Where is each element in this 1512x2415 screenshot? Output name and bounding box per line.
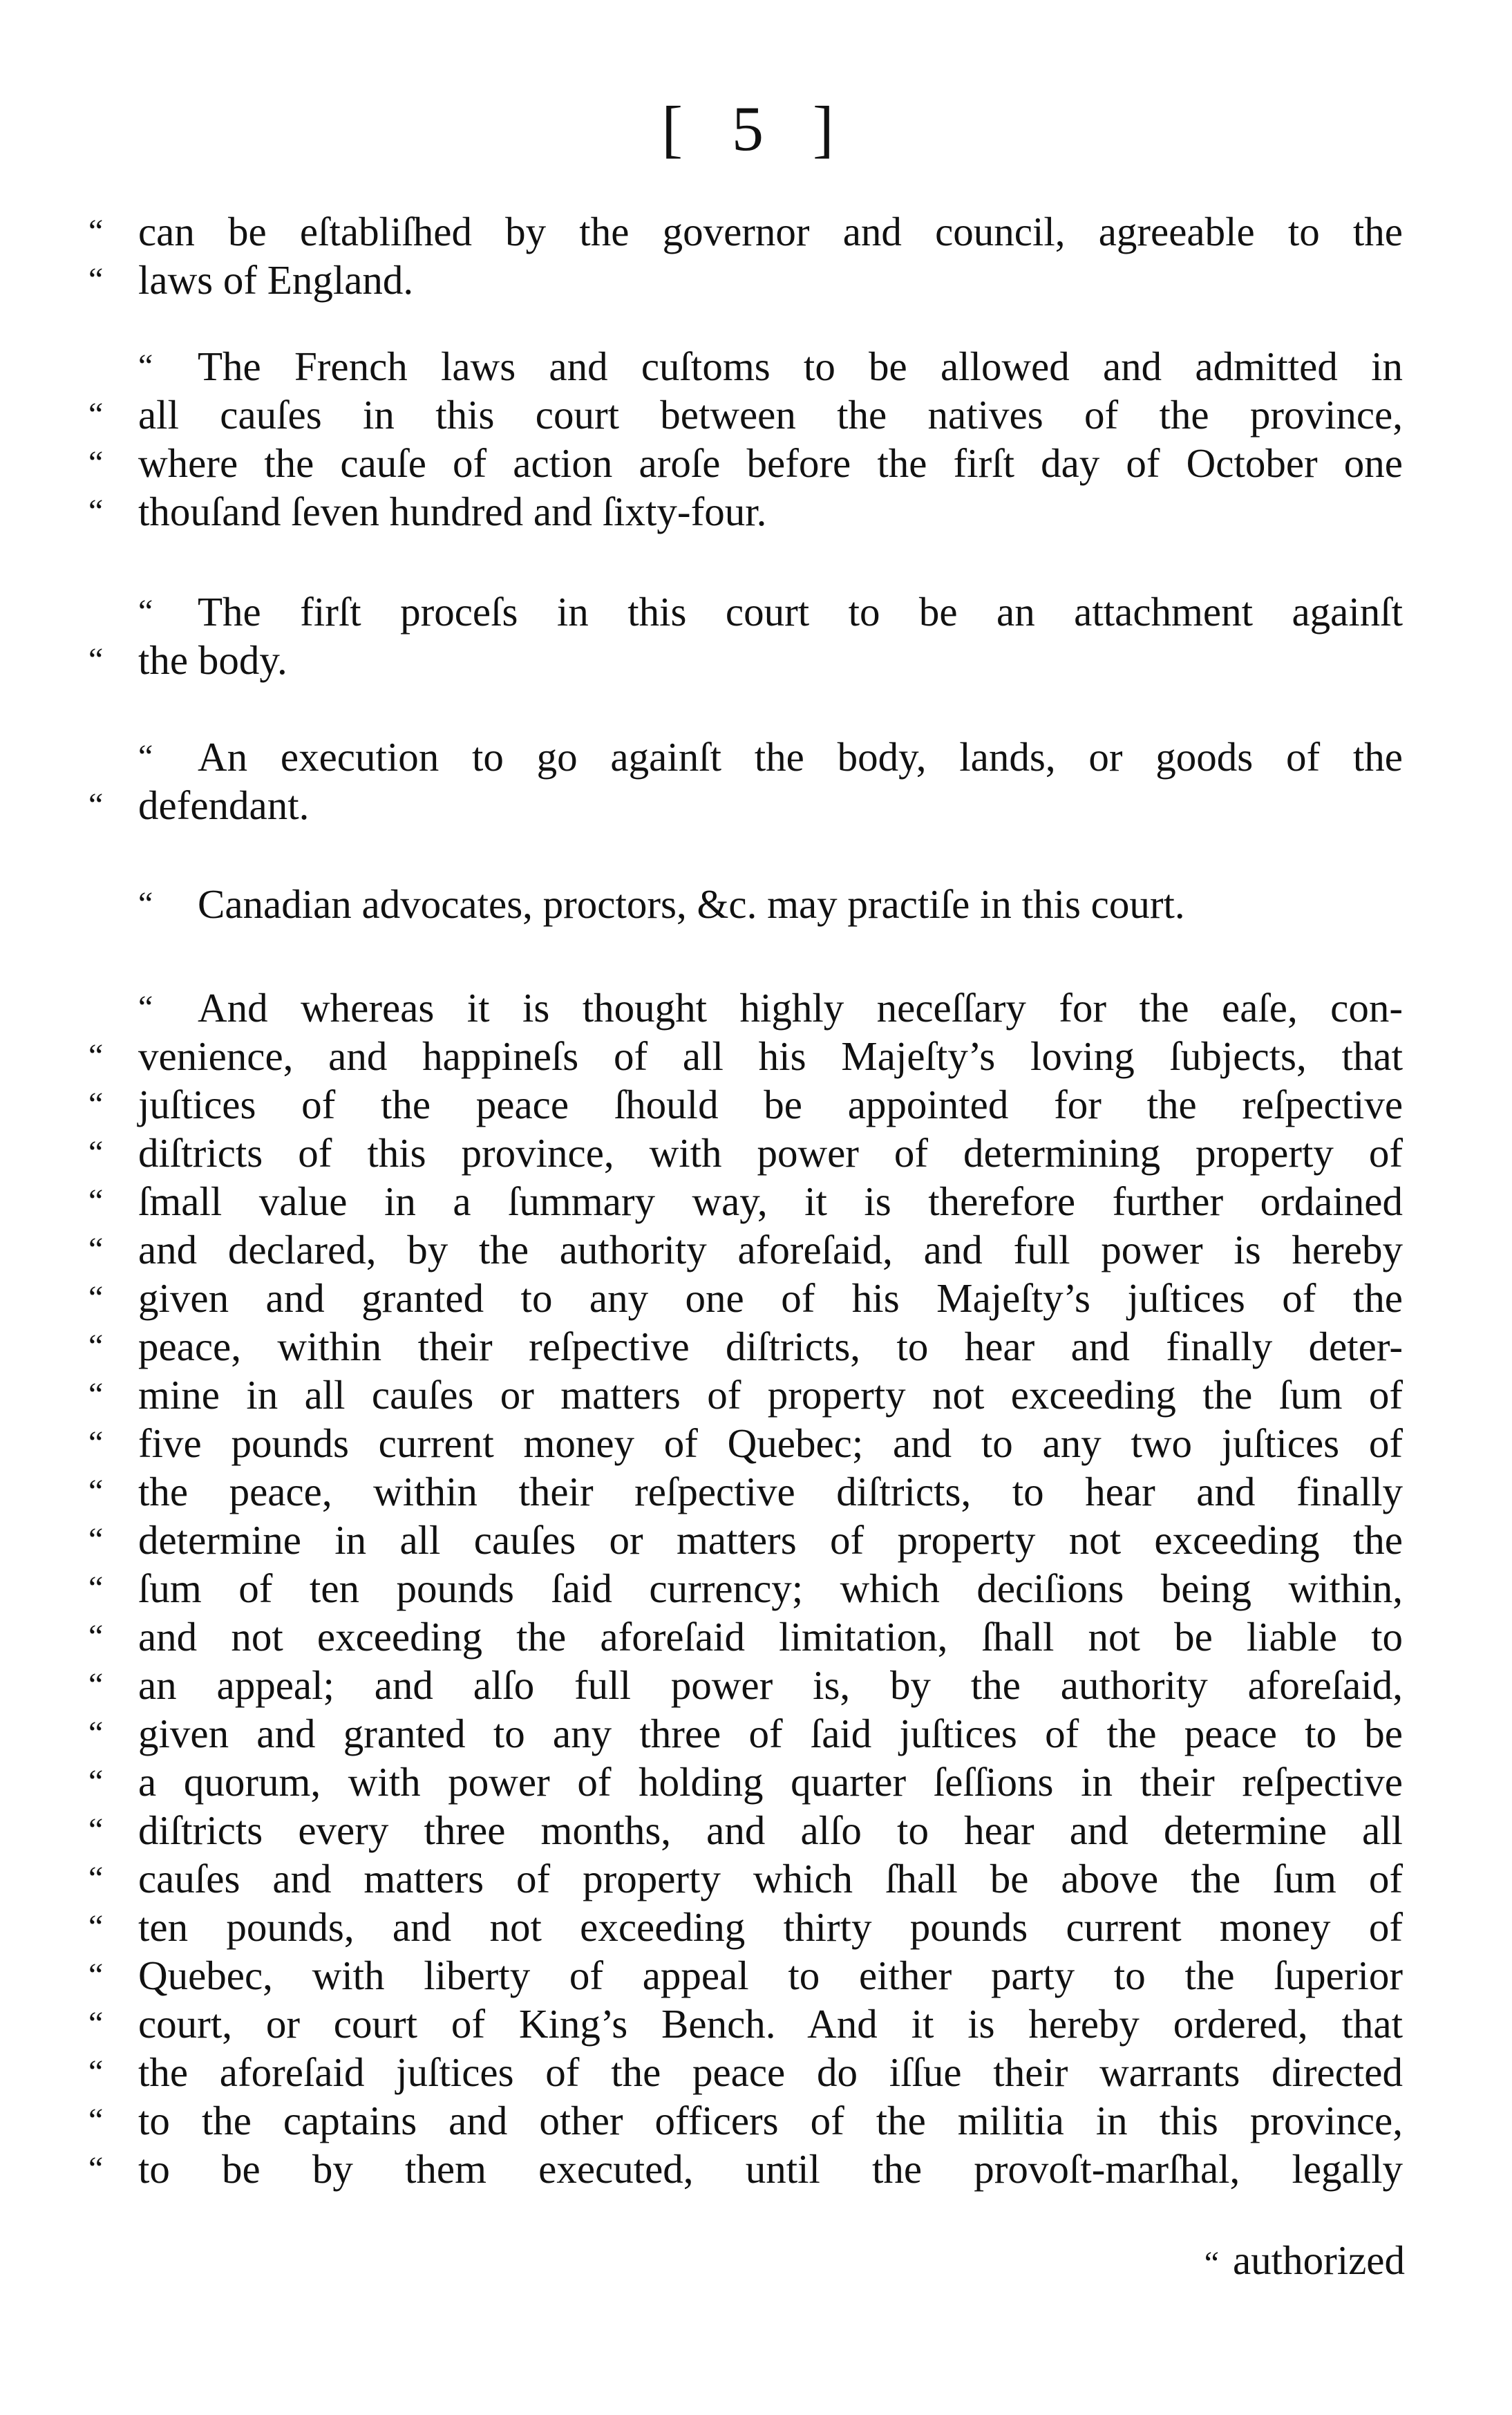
paragraph-1 (88, 207, 1403, 304)
quote-mark: “ (138, 348, 153, 384)
quote-mark: “ (88, 2150, 104, 2187)
text-line: “ diſtricts every three months, and alſo to hear and determine all (88, 1807, 1403, 1853)
quote-mark: “ (88, 2005, 104, 2042)
quote-mark: “ (88, 1957, 104, 1993)
quote-mark: “ (138, 989, 153, 1026)
text-line: “ Quebec, with liberty of appeal to either party to the ſuperior (88, 1953, 1403, 1998)
paragraph-4 (88, 733, 1403, 829)
quote-mark: “ (88, 1860, 104, 1897)
quote-mark: “ (138, 593, 153, 630)
text-line: “ given and granted to any one of his Majeſty’s juſtices of the (88, 1275, 1403, 1321)
text-line: “ the peace, within their reſpective diſtricts, to hear and finally (88, 1469, 1403, 1514)
quote-mark: “ (88, 1908, 104, 1945)
quote-mark: “ (88, 1473, 104, 1510)
text-line: “ diſtricts of this province, with power of determining property of (88, 1130, 1403, 1176)
quote-mark: “ (88, 1279, 104, 1316)
quote-mark: “ (88, 1425, 104, 1461)
quote-mark: “ (88, 1521, 104, 1558)
text-line: “ where the cauſe of action aroſe before the firſt day of October one (88, 440, 1403, 486)
paragraph-3 (88, 588, 1403, 684)
text-line: “ ten pounds, and not exceeding thirty pounds current money of (88, 1904, 1403, 1950)
quote-mark: “ (88, 641, 104, 678)
text-line: “ a quorum, with power of holding quarter ſeſſions in their reſpective (88, 1759, 1403, 1805)
paragraph-2 (88, 342, 1403, 536)
quote-mark: “ (88, 1086, 104, 1122)
text-line: “ defendant. (88, 782, 310, 828)
quote-mark: “ (1204, 2245, 1219, 2282)
text-line: “ mine in all cauſes or matters of property not exceeding the ſum of (88, 1372, 1403, 1418)
text-line: “ juſtices of the peace ſhould be appointed for the reſpective (88, 1082, 1403, 1127)
quote-mark: “ (88, 1570, 104, 1606)
page-number: [ 5 ] (661, 93, 851, 164)
quote-mark: “ (88, 1812, 104, 1848)
quote-mark: “ (88, 1618, 104, 1655)
quote-mark: “ (88, 2102, 104, 2139)
quote-mark: “ (88, 1231, 104, 1268)
quote-mark: “ (138, 885, 153, 922)
text-line: “ can be eſtabliſhed by the governor and council, agreeable to the (88, 209, 1403, 254)
text-line: “ Canadian advocates, proctors, &c. may practiſe in this court. (138, 881, 1185, 927)
text-line: “ An execution to go againſt the body, lands, or goods of the (138, 734, 1403, 780)
quote-mark: “ (88, 1037, 104, 1074)
text-line: “ to the captains and other officers of the militia in this province, (88, 2098, 1403, 2143)
text-line: “ an appeal; and alſo full power is, by the authority aforeſaid, (88, 1662, 1403, 1708)
text-line: “ the body. (88, 637, 287, 683)
quote-mark: “ (88, 1183, 104, 1219)
quote-mark: “ (88, 2054, 104, 2090)
text-line: “ The French laws and cuſtoms to be allowed and admitted in (138, 344, 1403, 389)
quote-mark: “ (88, 1134, 104, 1171)
text-line: “ ſmall value in a ſummary way, it is therefore further ordained (88, 1178, 1403, 1224)
text-line: “ laws of England. (88, 257, 414, 303)
quote-mark: “ (88, 1715, 104, 1751)
text-line: “ peace, within their reſpective diſtricts, to hear and finally deter- (88, 1324, 1403, 1369)
quote-mark: “ (88, 444, 104, 481)
text-line: “ The firſt proceſs in this court to be an attachment againſt (138, 589, 1403, 635)
text-line: “ cauſes and matters of property which ſhall be above the ſum of (88, 1856, 1403, 1901)
text-line: “ venience, and happineſs of all his Majeſty’s loving ſubjects, that (88, 1033, 1403, 1079)
text-line: “ court, or court of King’s Bench. And it is hereby ordered, that (88, 2001, 1403, 2047)
text-line: “ to be by them executed, until the provoſt-marſhal, legally (88, 2146, 1403, 2192)
quote-mark: “ (88, 1666, 104, 1703)
paragraph-6 (88, 984, 1403, 2193)
quote-mark: “ (88, 1328, 104, 1364)
text-line: “ five pounds current money of Quebec; and to any two juſtices of (88, 1420, 1403, 1466)
text-line: “ And whereas it is thought highly neceſſary for the eaſe, con- (138, 985, 1403, 1031)
quote-mark: “ (88, 396, 104, 433)
quote-mark: “ (88, 787, 104, 823)
text-line: “ determine in all cauſes or matters of property not exceeding the (88, 1517, 1403, 1563)
text-line: “ thouſand ſeven hundred and ſixty-four. (88, 489, 767, 534)
quote-mark: “ (88, 1763, 104, 1800)
quote-mark: “ (88, 261, 104, 298)
quote-mark: “ (88, 213, 104, 250)
text-line: “ and declared, by the authority aforeſaid, and full power is hereby (88, 1227, 1403, 1272)
text-line: “ the aforeſaid juſtices of the peace do iſſue their warrants directed (88, 2049, 1403, 2095)
text-line: “ ſum of ten pounds ſaid currency; which deciſions being within, (88, 1566, 1403, 1611)
quote-mark: “ (88, 493, 104, 529)
catchword: “ authorized (1204, 2237, 1405, 2283)
quote-mark: “ (88, 1376, 104, 1413)
quote-mark: “ (138, 738, 153, 775)
text-line: “ given and granted to any three of ſaid juſtices of the peace to be (88, 1711, 1403, 1756)
text-line: “ all cauſes in this court between the natives of the province, (88, 392, 1403, 438)
paragraph-5 (138, 880, 1403, 928)
text-line: “ and not exceeding the aforeſaid limitation, ſhall not be liable to (88, 1614, 1403, 1660)
